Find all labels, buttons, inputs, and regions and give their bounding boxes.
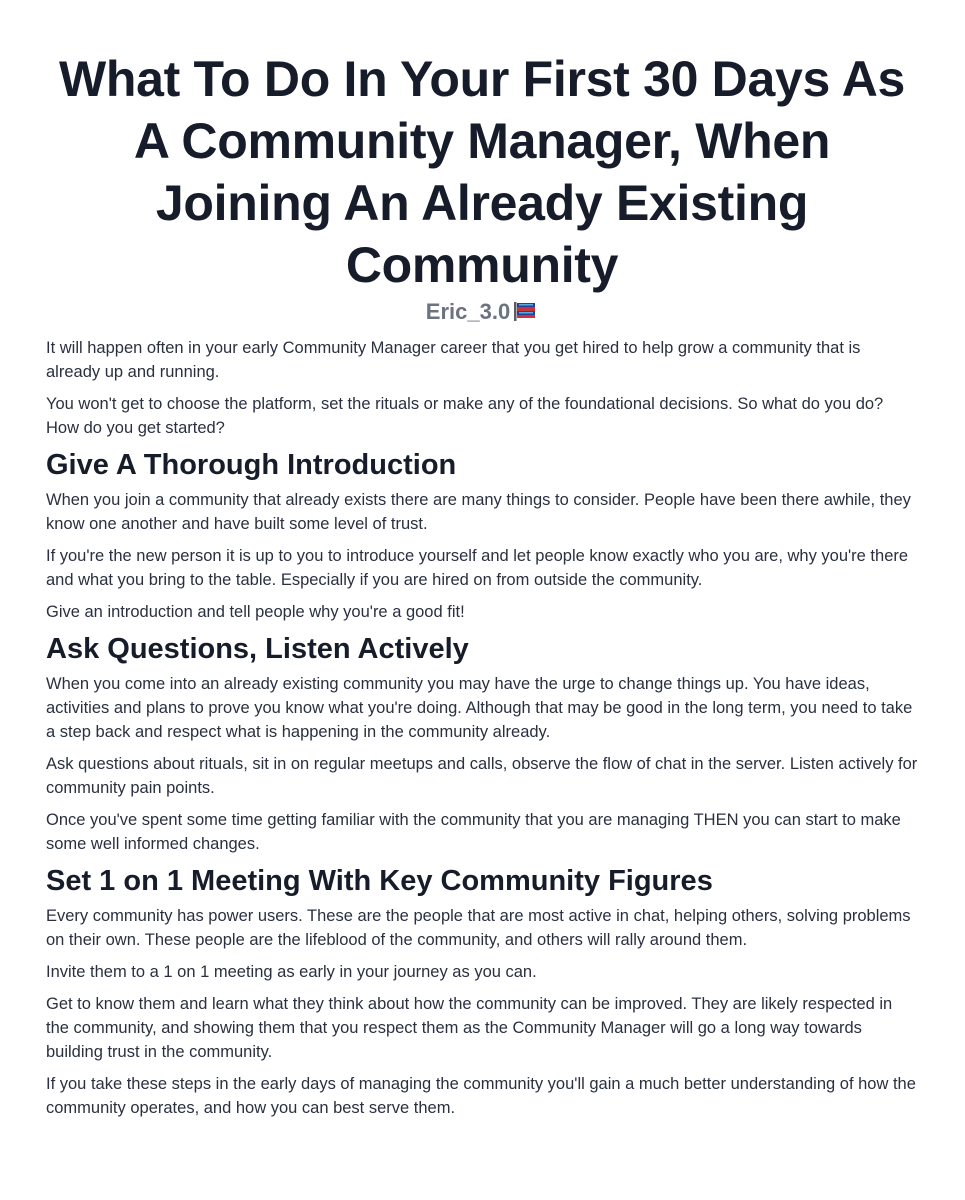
section-paragraph: Get to know them and learn what they think about how the community can be improved. They are likely respected in the community, and showing them that you respect them as the Community Manager will go a long way towards building trust in the community. bbox=[46, 995, 893, 1061]
section-paragraph: If you're the new person it is up to you to introduce yourself and let people know exactly who you are, why you're there and what you bring to the table. Especially if you are hired on from outside the community. bbox=[46, 547, 909, 589]
article bbox=[46, 48, 918, 1128]
author-name: Eric_3.0 bbox=[425, 299, 511, 324]
section-paragraph: When you come into an already existing community you may have the urge to change things up. You have ideas, activities and plans to prove you know what you're doing. Although that may be good in the long term, you need to take a step back and respect what is happening in the community already. bbox=[46, 675, 913, 741]
section-paragraph: Once you've spent some time getting familiar with the community that you are managing THEN you can start to make some well informed changes. bbox=[46, 811, 901, 853]
section-heading: Give A Thorough Introduction bbox=[46, 449, 457, 481]
section-paragraph: Give an introduction and tell people why you're a good fit! bbox=[46, 603, 465, 621]
section-heading: Set 1 on 1 Meeting With Key Community Figures bbox=[46, 865, 713, 897]
section-paragraph: If you take these steps in the early days of managing the community you'll gain a much better understanding of how the community operates, and how you can best serve them. bbox=[46, 1075, 916, 1117]
section-paragraph: Invite them to a 1 on 1 meeting as early in your journey as you can. bbox=[46, 963, 537, 981]
intro-paragraph: It will happen often in your early Community Manager career that you get hired to help grow a community that is already up and running. bbox=[46, 339, 861, 381]
section-paragraph: Every community has power users. These are the people that are most active in chat, helping others, solving problems on their own. These people are the lifeblood of the community, and others will rally around them. bbox=[46, 907, 911, 949]
section-heading: Ask Questions, Listen Actively bbox=[46, 633, 469, 665]
section-paragraph: When you join a community that already exists there are many things to consider. People have been there awhile, they know one another and have built some level of trust. bbox=[46, 491, 911, 533]
article-title: What To Do In Your First 30 Days As A Community Manager, When Joining An Already Existing Community bbox=[58, 51, 906, 293]
author-byline bbox=[46, 298, 918, 326]
intro-paragraph: You won't get to choose the platform, set the rituals or make any of the foundational decisions. So what do you do? How do you get started? bbox=[46, 395, 884, 437]
section-paragraph: Ask questions about rituals, sit in on regular meetups and calls, observe the flow of chat in the server. Listen actively for community pain points. bbox=[46, 755, 918, 797]
flag-emoji-icon bbox=[512, 300, 538, 322]
